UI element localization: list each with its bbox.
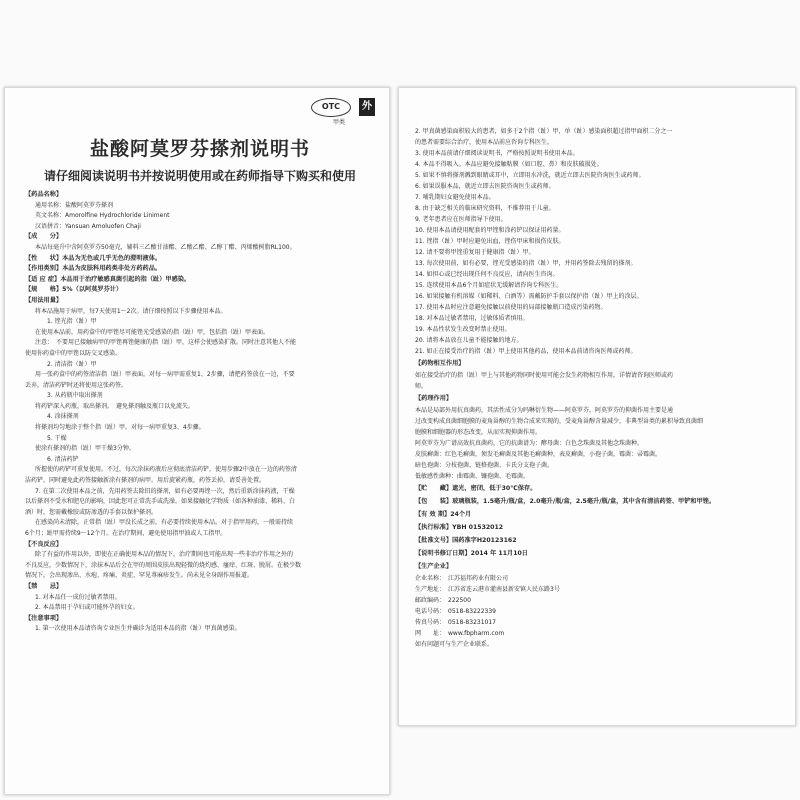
text-line: 5. 干燥 [47,434,67,442]
otc-badge: OTC [311,98,351,117]
right-page-body [415,126,783,650]
text-line: 传真号码： 0518-83231017 [415,619,496,626]
section-heading: 【包 装】玻璃瓶装，1.5毫升/瓶/盒，2.0毫升/瓶/盒，2.5毫升/瓶/盒，其中含有清洁药签、甲铲和甲锉。 [415,498,716,505]
text-line: 7. 在第二次使用本品之前，先用药签去除旧的搽剂，如有必要再锉一次，然后重新涂抹药液，干燥 [35,487,295,495]
text-line: 6个月；趾甲需持续9～12个月。在治疗期间，避免使用指甲油或人工指甲。 [25,530,227,537]
section-heading: 【作用类别】本品为皮肤科用药类非处方药药品。 [25,265,162,273]
section-heading: 【用法用量】 [25,296,63,304]
section-heading: 【药品名称】 [25,191,63,198]
text-line: 酒）时，您需戴橡胶或防渗透的手套以保护搽剂。 [25,508,158,516]
text-line: 6. 如果误服本品，就近立即去医院咨询医生或药师。 [415,183,555,190]
text-line: 10. 使用本品请使用配套的甲锉和涂药铲以保证用药量。 [415,227,565,234]
left-page-body [25,190,375,635]
text-line: 在使用本品前，用药盒中的甲锉尽可能锉光受感染的指（趾）甲，包括指（趾）甲表面。 [35,328,270,336]
section-heading: 【药理作用】 [415,395,453,402]
text-line: 4. 涂抹搽剂 [47,413,79,421]
text-line: 胞膜和细胞器的形态改变，从而实现抑菌作用。 [415,429,542,436]
text-line: 汉语拼音：Yansuan Amoluofen Chaji [35,222,141,230]
text-line: 洁药铲，同时避免此药签接触新涂有搽剂的病甲。用后旋紧药瓶，药签丢掉，请妥善处置。 [25,477,266,485]
text-line: 过改变构成真菌细胞膜的麦角甾醇的生物合成来实现的，受麦角甾醇含量减少，非典型甾类的累积导致真菌细 [415,418,704,425]
text-line: 14. 如担心或已经出现任何不良反应，请向医生咨询。 [415,271,559,278]
text-line: 3. 使用本品前请仔细阅读说明书，严格按照说明书使用本品。 [415,150,579,157]
text-line: 7. 哺乳期妇女避免使用本品。 [415,194,495,201]
otc-class-label: 甲类 [332,119,345,126]
section-heading: 【说明书修订日期】2014 年 11月10日 [415,550,528,557]
left-leaflet-page [4,87,390,795]
text-line: 邮政编码： 222500 [415,597,471,604]
text-line: 3. 从药瓶中取出搽剂 [47,392,103,400]
external-use-badge: 外 [359,98,375,116]
text-line: 16. 如果接触有机溶媒（如稀料、白酒等）需戴防护手套以保护指（趾）甲上的涂层。 [415,293,643,300]
text-line: 生产地址： 江苏省连云港市灌南县新安镇人民东路3号 [415,586,560,593]
section-heading: 【规 格】5%（以阿莫罗芬计） [25,286,123,294]
text-line: 8. 由于缺乏相关的临床研究资料，不推荐用于儿童。 [415,205,555,212]
text-line: 本品是局部外用抗真菌药，其活性成分为吗啉衍生物——阿莫罗芬。阿莫罗芬的抑菌作用主要是通 [415,407,674,414]
text-line: 15. 连续使用本品6个月如症状无缓解请咨询专科医生。 [415,282,563,289]
text-line: 使用你药盒中的甲锉以防交叉感染。 [25,349,122,357]
text-line: 企业名称： 江苏福邦药业有限公司 [415,575,509,582]
text-line: 2. 本品禁用于孕妇或可能怀孕的妇女。 [35,604,139,612]
text-line: 如有问题可与生产企业联系。 [415,641,494,648]
text-line: 21. 如正在接受治疗的指（趾）甲上使用其他药品，使用本品前请咨询医师或药师。 [415,348,637,355]
text-line: 2. 清洁指（趾）甲 [47,360,97,368]
text-line: 将搽剂均匀地涂于整个指（趾）甲。对每一病甲重复3、4步骤。 [35,424,205,432]
text-line: 1. 对本品任一成份过敏者禁用。 [35,593,121,601]
text-line: 13. 每次使用前，如有必要，锉光受感染的指（趾）甲，并用药签除去残留的搽剂。 [415,260,637,267]
text-line: 2. 甲真菌感染面积较大的患者，如多于2个指（趾）甲，单（趾）感染面积超过指甲面积二分之一 [415,128,673,135]
text-line: 皮肤癣菌：红色毛癣菌，须发毛癣菌及其他毛癣菌种，表皮癣菌，小孢子菌，霉菌：帚霉菌。 [415,451,662,458]
text-line: 9. 老年患者应在医师指导下使用。 [415,216,507,223]
section-heading: 【适 应 症】本品用于治疗敏感真菌引起的指（趾）甲感染。 [25,275,191,283]
text-line: 电话号码： 0518-83222339 [415,608,496,615]
text-line: 将药铲深入药瓶，取出搽剂。 避免搽剂触及瓶口以免流失。 [35,402,195,410]
text-line: 19. 本品性状发生改变时禁止使用。 [415,326,511,333]
section-heading: 【成 分】 [25,233,63,241]
text-line: 将本品施用于病甲，每7天使用1～2次。请仔细按照以下步骤使用本品。 [35,307,227,315]
text-line: 在感染尚未清除，正常指（趾）甲没长成之前，有必要持续使用本品。对于指甲用药，一般需持续 [35,519,294,527]
text-line: 如在接受治疗的指（趾）甲上与其他药物同时使用可能会发生药物相互作用，详情请咨询医师或药 [415,372,674,379]
section-heading: 【贮 藏】遮光，密闭，低于30℃保存。 [415,485,537,492]
text-line: 不良反应，少数情况下，涂抹本品后会在甲的周围皮肤出现轻微的烧灼感、瘙痒、红斑、脱屑。在极少数 [25,561,302,569]
text-line: 12. 请不要将甲锉重复用于健康指（趾）甲。 [415,249,535,256]
text-line: 5. 如果不慎将搽剂溅到眼睛或耳中，立即用水冲洗，就近立即去医院咨询医生或药师。 [415,172,645,179]
text-line: 网 址： www.fbpharm.com [415,630,505,637]
section-heading: 【批准文号】国药准字H20123162 [415,537,517,544]
text-line: 用一张药盒中的药签清洁指（趾）甲表面。对每一病甲需重复1、2步骤，请把药签放在一边，不要 [35,371,295,379]
section-heading: 【不良反应】 [25,540,63,548]
text-line: 的患者需要综合治疗，使用本品前应咨询专科医生。 [415,139,554,146]
section-heading: 【性 状】本品为无色或几乎无色的澄明液体。 [25,254,162,262]
text-line: 11. 锉指（趾）甲时应避免出血，锉伤甲床和损伤皮肤。 [415,238,565,245]
text-line: 情况下，会出现渗出、水疱、疼痛、炎症、罕见荨麻疹发生。尚未见全身副作用报道。 [25,572,254,580]
text-line: 阿莫罗芬为广谱高效抗真菌药，它的抗菌谱为：酵母菌：白色念珠菌及其他念珠菌种。 [415,440,644,447]
section-heading: 【有 效 期】24个月 [415,511,472,518]
text-line: 通用名称：盐酸阿莫罗芬搽剂 [35,201,114,209]
leaflet-title: 盐酸阿莫罗芬搽剂说明书 [89,138,310,160]
section-heading: 【药物相互作用】 [415,360,465,367]
right-leaflet-page [398,87,796,726]
text-line: 所握使的药铲可重复使用。不过，每次涂抹药液后应彻底清洁药铲，使用步骤2中放在一边的药签清 [35,466,297,474]
text-line: 18. 对本品过敏者禁用，过敏体质者慎用。 [415,315,529,322]
text-line: 20. 请将本品放在儿童不能接触的地方。 [415,337,523,344]
text-line: 以后搽剂不受水和肥皂的影响，因此您可正常洗手或洗澡。如果接触化学物质（如各种油漆、稀料、白 [25,498,296,506]
text-line: 英文名称：Amorolfine Hydrochloride Liniment [35,212,170,220]
text-line: 4. 本品不得吸入。本品应避免接触粘膜（如口腔、鼻）和皮肤破损处。 [415,161,603,168]
text-line: 师。 [415,383,428,390]
text-line: 低敏感性菌种：曲霉菌、镰孢菌、毛霉菌。 [415,473,530,480]
text-line: 17. 使用本品时应注意避免接触以前使用的局部接触瓶口造成污染药物。 [415,304,607,311]
section-heading: 【禁 忌】 [25,582,63,590]
text-line: 1. 第一次使用本品请咨询专业医生并确诊为适用本品的指（趾）甲真菌感染。 [35,625,241,633]
text-line: 使涂有搽剂的指（趾）甲干燥3分钟。 [35,445,135,453]
section-heading: 【生产企业】 [415,563,453,570]
text-line: 暗色孢菌：分枝孢菌、链格孢菌、卡氏分支孢子菌。 [415,462,554,469]
section-heading: 【注意事项】 [25,614,63,622]
leaflet-subtitle: 请仔细阅读说明书并按说明使用或在药师指导下购买和使用 [43,169,356,183]
text-line: 1. 锉光指（趾）甲 [47,318,97,326]
text-line: 除了有益的作用以外，即使在正确使用本品的情况下，治疗期间也可能出现一些非治疗作用之外的 [35,551,294,559]
text-line: 本品每毫升中含阿莫罗芬50毫克，辅料三乙酸甘油酯、乙酸乙酯、乙醇丁酯、丙烯酸树脂RL100。 [35,243,296,251]
text-line: 注意： 不要用已接触病甲的甲锉再锉健康的指（趾）甲，这样会使感染扩散。同时注意其他人不能 [35,339,297,347]
text-line: 6. 清洁药铲 [47,455,79,463]
text-line: 丢弃，清洁药铲时还将使用这张药签。 [25,381,128,389]
section-heading: 【执行标准】YBH 01532012 [415,524,504,531]
